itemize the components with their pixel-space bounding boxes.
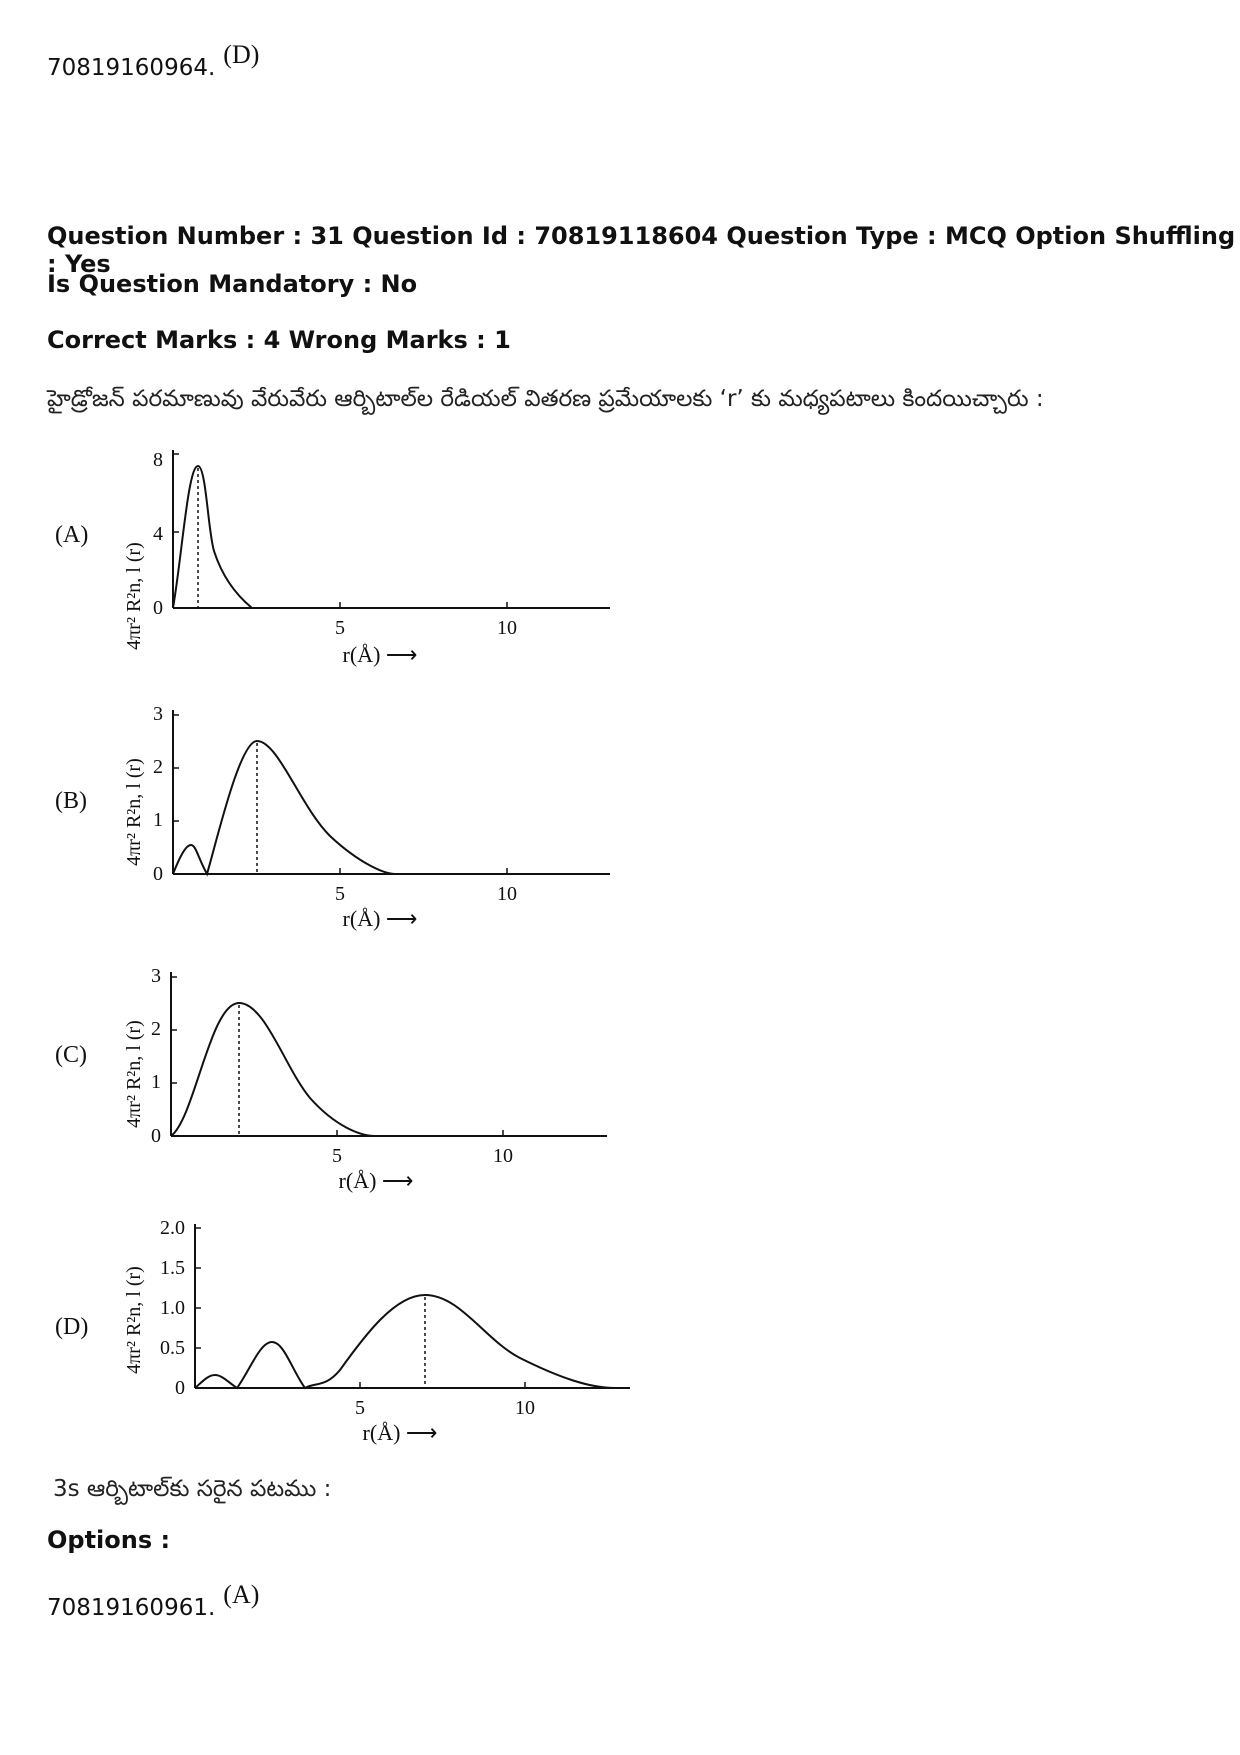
y-tick: 1.5: [160, 1257, 185, 1279]
x-axis-label: r(Å) ⟶: [338, 1168, 414, 1193]
y-tick: 1: [153, 809, 163, 831]
y-axis-label: 4πr² R²n, l (r): [123, 1266, 145, 1374]
graph-b: [110, 696, 630, 936]
rdf-curve: [195, 1295, 615, 1388]
y-tick: 0: [153, 597, 163, 619]
y-tick: 2.0: [160, 1217, 185, 1239]
x-axis-label: r(Å) ⟶: [342, 906, 418, 931]
rdf-curve: [173, 741, 395, 874]
rdf-curve: [173, 466, 252, 608]
graph-a: [110, 436, 630, 676]
y-axis-label: 4πr² R²n, l (r): [123, 758, 145, 866]
graph-c: [110, 958, 630, 1198]
question-header-line2: Is Question Mandatory : No: [47, 270, 418, 298]
x-tick: 10: [515, 1397, 535, 1419]
option-label: (D): [223, 40, 260, 69]
x-tick: 10: [497, 617, 517, 639]
option-number: 70819160961.: [47, 1595, 216, 1621]
question-stem: హైడ్రోజన్ పరమాణువు వేరువేరు ఆర్బిటాల్‌ల రేడియల్ వితరణ ప్రమేయాలకు ‘r’ కు మధ్యపటాలు కిందయిచ్చారు :: [47, 386, 1044, 412]
x-tick: 5: [335, 617, 345, 639]
question-marks: Correct Marks : 4 Wrong Marks : 1: [47, 326, 511, 354]
question-header-line1: Question Number : 31 Question Id : 70819118604 Question Type : MCQ Option Shuffling : Yes: [47, 222, 1236, 278]
y-tick: 1.0: [160, 1297, 185, 1319]
y-tick: 2: [151, 1018, 161, 1040]
option-number: 70819160964.: [47, 55, 216, 81]
y-axis-label: 4πr² R²n, l (r): [123, 542, 145, 650]
x-tick: 5: [332, 1145, 342, 1167]
y-tick: 1: [151, 1071, 161, 1093]
option-label: (A): [223, 1580, 260, 1609]
x-axis-label: r(Å) ⟶: [362, 1420, 438, 1445]
x-tick: 10: [493, 1145, 513, 1167]
y-tick: 3: [151, 965, 161, 987]
graph-b-label: (B): [55, 788, 87, 814]
y-tick: 0: [175, 1377, 185, 1399]
y-tick: 0: [151, 1125, 161, 1147]
y-tick: 0: [153, 863, 163, 885]
options-heading: Options :: [47, 1526, 171, 1554]
x-tick: 10: [497, 883, 517, 905]
y-tick: 3: [153, 703, 163, 725]
x-tick: 5: [355, 1397, 365, 1419]
option-line-a[interactable]: [47, 1580, 260, 1622]
rdf-curve: [171, 1003, 375, 1136]
option-line-prev: [47, 40, 260, 82]
y-tick: 8: [153, 449, 163, 471]
graph-d-label: (D): [55, 1314, 89, 1340]
y-tick: 2: [153, 756, 163, 778]
x-axis-label: r(Å) ⟶: [342, 642, 418, 667]
y-axis-label: 4πr² R²n, l (r): [123, 1020, 145, 1128]
graph-a-label: (A): [55, 522, 89, 548]
y-tick: 0.5: [160, 1337, 185, 1359]
x-tick: 5: [335, 883, 345, 905]
question-text: 3s ఆర్బిటాల్‌కు సరైన పటము :: [53, 1476, 332, 1502]
graph-c-label: (C): [55, 1042, 87, 1068]
graph-d: [110, 1210, 650, 1450]
y-tick: 4: [153, 523, 163, 545]
